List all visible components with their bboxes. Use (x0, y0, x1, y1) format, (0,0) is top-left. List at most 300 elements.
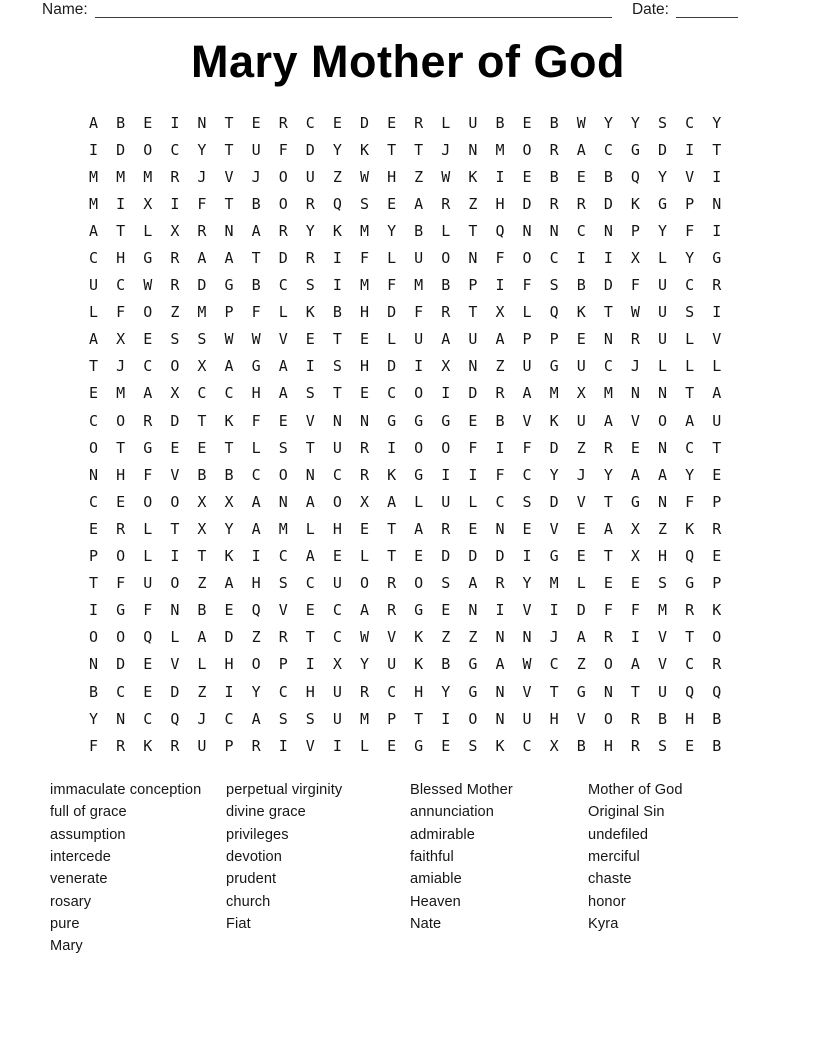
grid-cell: M (658, 601, 668, 620)
grid-cell: B (495, 411, 505, 430)
grid-cell: U (468, 330, 478, 349)
grid-cell: C (305, 574, 315, 593)
grid-cell: I (332, 249, 342, 268)
grid-cell: T (224, 194, 234, 213)
grid-cell: C (332, 628, 342, 647)
grid-cell: O (143, 303, 153, 322)
grid-cell: E (143, 682, 153, 701)
grid-cell: S (305, 384, 315, 403)
grid-cell: E (359, 330, 369, 349)
grid-cell: Y (441, 682, 451, 701)
grid-cell: O (116, 411, 126, 430)
grid-cell: A (197, 249, 207, 268)
grid-cell: H (685, 709, 695, 728)
grid-cell: G (414, 411, 424, 430)
grid-cell: P (468, 276, 478, 295)
grid-cell: D (116, 655, 126, 674)
grid-cell: T (468, 303, 478, 322)
word-item: Mary (50, 938, 83, 955)
grid-cell: F (414, 303, 424, 322)
grid-cell: R (278, 113, 288, 132)
grid-cell: E (143, 330, 153, 349)
grid-cell: M (89, 194, 99, 213)
grid-cell: A (522, 384, 532, 403)
word-item: Original Sin (588, 804, 665, 821)
grid-cell: L (712, 357, 722, 376)
grid-cell: A (658, 465, 668, 484)
grid-cell: U (305, 167, 315, 186)
grid-cell: U (143, 574, 153, 593)
grid-cell: X (197, 519, 207, 538)
grid-cell: J (116, 357, 126, 376)
grid-cell: U (658, 276, 668, 295)
grid-cell: H (414, 682, 424, 701)
grid-cell: B (603, 167, 613, 186)
grid-cell: F (278, 140, 288, 159)
grid-cell: I (170, 194, 180, 213)
grid-cell: F (495, 465, 505, 484)
grid-cell: O (116, 628, 126, 647)
grid-cell: D (116, 140, 126, 159)
grid-cell: Q (495, 221, 505, 240)
grid-cell: Z (197, 574, 207, 593)
grid-cell: L (576, 574, 586, 593)
grid-cell: B (224, 465, 234, 484)
grid-cell: B (712, 736, 722, 755)
grid-cell: E (143, 113, 153, 132)
grid-cell: K (468, 167, 478, 186)
grid-cell: Y (603, 465, 613, 484)
grid-cell: Z (414, 167, 424, 186)
grid-cell: F (116, 303, 126, 322)
grid-cell: Q (170, 709, 180, 728)
grid-cell: O (278, 465, 288, 484)
grid-cell: I (712, 221, 722, 240)
grid-cell: H (658, 547, 668, 566)
grid-cell: B (414, 221, 424, 240)
grid-cell: J (576, 465, 586, 484)
grid-cell: A (441, 330, 451, 349)
grid-cell: G (468, 655, 478, 674)
word-item: Kyra (588, 916, 619, 933)
word-item: annunciation (410, 804, 494, 821)
grid-cell: V (305, 411, 315, 430)
grid-cell: Y (332, 140, 342, 159)
grid-cell: I (495, 601, 505, 620)
grid-cell: C (116, 276, 126, 295)
grid-cell: D (278, 249, 288, 268)
grid-cell: X (441, 357, 451, 376)
grid-cell: I (251, 547, 261, 566)
word-item: venerate (50, 871, 108, 888)
grid-cell: F (251, 411, 261, 430)
grid-cell: T (116, 221, 126, 240)
grid-cell: E (630, 574, 640, 593)
grid-cell: R (630, 330, 640, 349)
grid-cell: V (522, 601, 532, 620)
grid-cell: E (197, 438, 207, 457)
grid-cell: O (414, 438, 424, 457)
grid-cell: R (630, 709, 640, 728)
grid-cell: V (658, 655, 668, 674)
word-list-column-3 (410, 779, 513, 935)
grid-cell: R (359, 682, 369, 701)
grid-cell: K (224, 547, 234, 566)
grid-cell: L (685, 357, 695, 376)
grid-cell: Y (685, 249, 695, 268)
grid-cell: I (332, 276, 342, 295)
grid-cell: L (305, 519, 315, 538)
grid-cell: W (522, 655, 532, 674)
grid-cell: U (441, 492, 451, 511)
grid-cell: N (116, 709, 126, 728)
grid-cell: Z (170, 303, 180, 322)
grid-cell: E (576, 519, 586, 538)
grid-cell: B (116, 113, 126, 132)
grid-cell: I (495, 276, 505, 295)
grid-cell: S (468, 736, 478, 755)
grid-cell: L (359, 736, 369, 755)
grid-cell: V (576, 709, 586, 728)
grid-cell: I (89, 140, 99, 159)
grid-cell: C (603, 357, 613, 376)
grid-cell: H (251, 574, 261, 593)
grid-cell: E (143, 655, 153, 674)
word-item: merciful (588, 849, 640, 866)
grid-cell: N (197, 113, 207, 132)
grid-cell: I (170, 547, 180, 566)
grid-cell: A (251, 221, 261, 240)
grid-cell: L (143, 519, 153, 538)
grid-cell: U (197, 736, 207, 755)
grid-cell: H (387, 167, 397, 186)
grid-cell: A (305, 492, 315, 511)
grid-cell: A (576, 628, 586, 647)
grid-cell: Y (197, 140, 207, 159)
grid-cell: Q (143, 628, 153, 647)
grid-cell: U (658, 303, 668, 322)
grid-cell: O (658, 411, 668, 430)
grid-cell: N (305, 465, 315, 484)
grid-cell: N (522, 628, 532, 647)
grid-cell: V (630, 411, 640, 430)
grid-cell: C (685, 655, 695, 674)
grid-cell: N (468, 601, 478, 620)
word-item: Blessed Mother (410, 782, 513, 798)
grid-cell: U (251, 140, 261, 159)
grid-cell: C (387, 682, 397, 701)
grid-cell: X (170, 384, 180, 403)
grid-cell: H (251, 384, 261, 403)
grid-cell: C (685, 276, 695, 295)
grid-cell: C (522, 736, 532, 755)
grid-cell: U (658, 682, 668, 701)
grid-cell: T (387, 519, 397, 538)
grid-cell: U (89, 276, 99, 295)
grid-cell: D (387, 357, 397, 376)
grid-cell: V (658, 628, 668, 647)
grid-cell: R (278, 221, 288, 240)
grid-cell: X (197, 492, 207, 511)
grid-cell: E (305, 601, 315, 620)
grid-cell: R (387, 574, 397, 593)
grid-cell: N (332, 411, 342, 430)
grid-cell: O (603, 709, 613, 728)
grid-cell: U (468, 113, 478, 132)
grid-cell: C (89, 249, 99, 268)
word-item: immaculate conception (50, 782, 202, 798)
grid-cell: I (630, 628, 640, 647)
grid-cell: X (495, 303, 505, 322)
grid-cell: L (685, 330, 695, 349)
grid-cell: T (603, 492, 613, 511)
grid-cell: C (224, 709, 234, 728)
grid-cell: U (332, 682, 342, 701)
grid-cell: L (658, 357, 668, 376)
grid-cell: P (224, 736, 234, 755)
grid-cell: B (549, 167, 559, 186)
grid-cell: N (495, 628, 505, 647)
grid-cell: B (197, 465, 207, 484)
grid-cell: I (305, 655, 315, 674)
grid-cell: Q (332, 194, 342, 213)
grid-cell: I (414, 357, 424, 376)
grid-cell: E (359, 384, 369, 403)
grid-cell: A (495, 330, 505, 349)
grid-cell: A (712, 384, 722, 403)
grid-cell: R (603, 628, 613, 647)
grid-cell: D (359, 113, 369, 132)
grid-cell: G (224, 276, 234, 295)
grid-cell: K (143, 736, 153, 755)
grid-cell: G (441, 411, 451, 430)
word-list-column-4 (588, 779, 683, 935)
grid-cell: Y (603, 113, 613, 132)
grid-cell: S (549, 276, 559, 295)
grid-cell: V (522, 682, 532, 701)
grid-cell: A (305, 547, 315, 566)
grid-cell: D (387, 303, 397, 322)
grid-cell: N (658, 384, 668, 403)
grid-cell: E (278, 411, 288, 430)
grid-cell: E (116, 492, 126, 511)
grid-cell: Y (658, 221, 668, 240)
grid-cell: Q (630, 167, 640, 186)
grid-cell: L (170, 628, 180, 647)
grid-cell: R (170, 736, 180, 755)
grid-cell: X (630, 519, 640, 538)
grid-cell: I (712, 167, 722, 186)
grid-cell: M (116, 384, 126, 403)
grid-cell: O (170, 492, 180, 511)
grid-cell: S (359, 194, 369, 213)
grid-cell: N (170, 601, 180, 620)
grid-cell: R (170, 167, 180, 186)
grid-cell: N (658, 492, 668, 511)
grid-cell: M (603, 384, 613, 403)
grid-cell: B (332, 303, 342, 322)
grid-cell: N (522, 221, 532, 240)
grid-cell: A (603, 411, 613, 430)
grid-cell: F (143, 465, 153, 484)
grid-cell: R (387, 601, 397, 620)
grid-cell: R (603, 438, 613, 457)
grid-cell: C (522, 465, 532, 484)
grid-cell: I (170, 113, 180, 132)
grid-cell: B (251, 194, 261, 213)
grid-cell: O (170, 357, 180, 376)
grid-cell: W (251, 330, 261, 349)
grid-cell: H (603, 736, 613, 755)
grid-cell: R (170, 249, 180, 268)
word-item: full of grace (50, 804, 127, 821)
grid-cell: Z (658, 519, 668, 538)
header (42, 1, 738, 20)
grid-cell: M (143, 167, 153, 186)
grid-cell: R (549, 194, 559, 213)
grid-cell: K (224, 411, 234, 430)
grid-cell: T (305, 438, 315, 457)
grid-cell: I (305, 357, 315, 376)
grid-cell: O (143, 492, 153, 511)
grid-cell: E (224, 601, 234, 620)
grid-cell: L (387, 330, 397, 349)
grid-cell: E (522, 167, 532, 186)
grid-cell: M (197, 303, 207, 322)
grid-cell: N (712, 194, 722, 213)
grid-cell: O (143, 140, 153, 159)
grid-cell: G (387, 411, 397, 430)
grid-cell: S (658, 574, 668, 593)
grid-cell: C (170, 140, 180, 159)
grid-cell: C (143, 709, 153, 728)
grid-cell: C (251, 465, 261, 484)
name-fill-line (95, 2, 612, 18)
grid-cell: T (197, 411, 207, 430)
grid-cell: V (712, 330, 722, 349)
word-item: Mother of God (588, 782, 683, 798)
grid-cell: T (251, 249, 261, 268)
grid-cell: V (387, 628, 397, 647)
grid-cell: T (603, 303, 613, 322)
grid-cell: S (522, 492, 532, 511)
word-list-column-2 (226, 779, 342, 935)
word-list-column-1 (50, 779, 201, 958)
grid-cell: G (549, 357, 559, 376)
grid-cell: U (332, 709, 342, 728)
grid-cell: M (495, 140, 505, 159)
grid-cell: T (712, 140, 722, 159)
grid-cell: X (549, 736, 559, 755)
grid-cell: L (414, 492, 424, 511)
grid-cell: B (495, 113, 505, 132)
grid-cell: R (414, 113, 424, 132)
grid-cell: G (251, 357, 261, 376)
grid-cell: E (305, 330, 315, 349)
grid-cell: O (116, 547, 126, 566)
word-item: devotion (226, 849, 282, 866)
grid-cell: L (441, 113, 451, 132)
grid-cell: Z (576, 655, 586, 674)
grid-cell: Y (658, 167, 668, 186)
grid-cell: Q (685, 682, 695, 701)
grid-cell: O (332, 492, 342, 511)
grid-cell: I (332, 736, 342, 755)
grid-cell: P (224, 303, 234, 322)
grid-cell: K (495, 736, 505, 755)
grid-cell: K (685, 519, 695, 538)
grid-cell: N (224, 221, 234, 240)
grid-cell: J (197, 709, 207, 728)
grid-cell: R (359, 465, 369, 484)
grid-cell: F (630, 601, 640, 620)
grid-cell: I (278, 736, 288, 755)
grid-cell: Z (495, 357, 505, 376)
grid-cell: T (603, 547, 613, 566)
grid-cell: G (116, 601, 126, 620)
grid-cell: O (414, 574, 424, 593)
grid-cell: I (495, 438, 505, 457)
grid-cell: T (89, 574, 99, 593)
grid-cell: C (278, 682, 288, 701)
grid-cell: N (603, 221, 613, 240)
grid-cell: S (197, 330, 207, 349)
grid-cell: U (712, 411, 722, 430)
letter-grid (80, 109, 730, 759)
grid-cell: N (603, 682, 613, 701)
grid-cell: N (603, 330, 613, 349)
word-item: honor (588, 893, 626, 910)
grid-cell: R (712, 276, 722, 295)
grid-cell: L (468, 492, 478, 511)
grid-cell: R (278, 628, 288, 647)
grid-cell: A (468, 574, 478, 593)
grid-cell: U (658, 330, 668, 349)
grid-cell: S (278, 438, 288, 457)
grid-cell: E (332, 547, 342, 566)
grid-cell: O (603, 655, 613, 674)
grid-cell: B (576, 736, 586, 755)
grid-cell: Q (685, 547, 695, 566)
grid-cell: N (89, 465, 99, 484)
grid-cell: E (441, 601, 451, 620)
grid-cell: K (549, 411, 559, 430)
grid-cell: E (387, 736, 397, 755)
grid-cell: R (116, 519, 126, 538)
grid-cell: D (468, 547, 478, 566)
grid-cell: A (251, 709, 261, 728)
grid-cell: V (278, 601, 288, 620)
grid-cell: V (170, 655, 180, 674)
grid-cell: T (224, 113, 234, 132)
grid-cell: A (603, 519, 613, 538)
grid-cell: D (576, 601, 586, 620)
grid-cell: G (414, 465, 424, 484)
grid-cell: G (414, 601, 424, 620)
grid-cell: C (387, 384, 397, 403)
grid-cell: D (658, 140, 668, 159)
grid-cell: B (441, 655, 451, 674)
grid-cell: D (468, 384, 478, 403)
grid-cell: E (712, 465, 722, 484)
grid-cell: F (685, 492, 695, 511)
grid-cell: T (197, 547, 207, 566)
grid-cell: F (685, 221, 695, 240)
word-item: prudent (226, 871, 277, 888)
grid-cell: W (224, 330, 234, 349)
grid-cell: O (251, 655, 261, 674)
grid-cell: K (630, 194, 640, 213)
